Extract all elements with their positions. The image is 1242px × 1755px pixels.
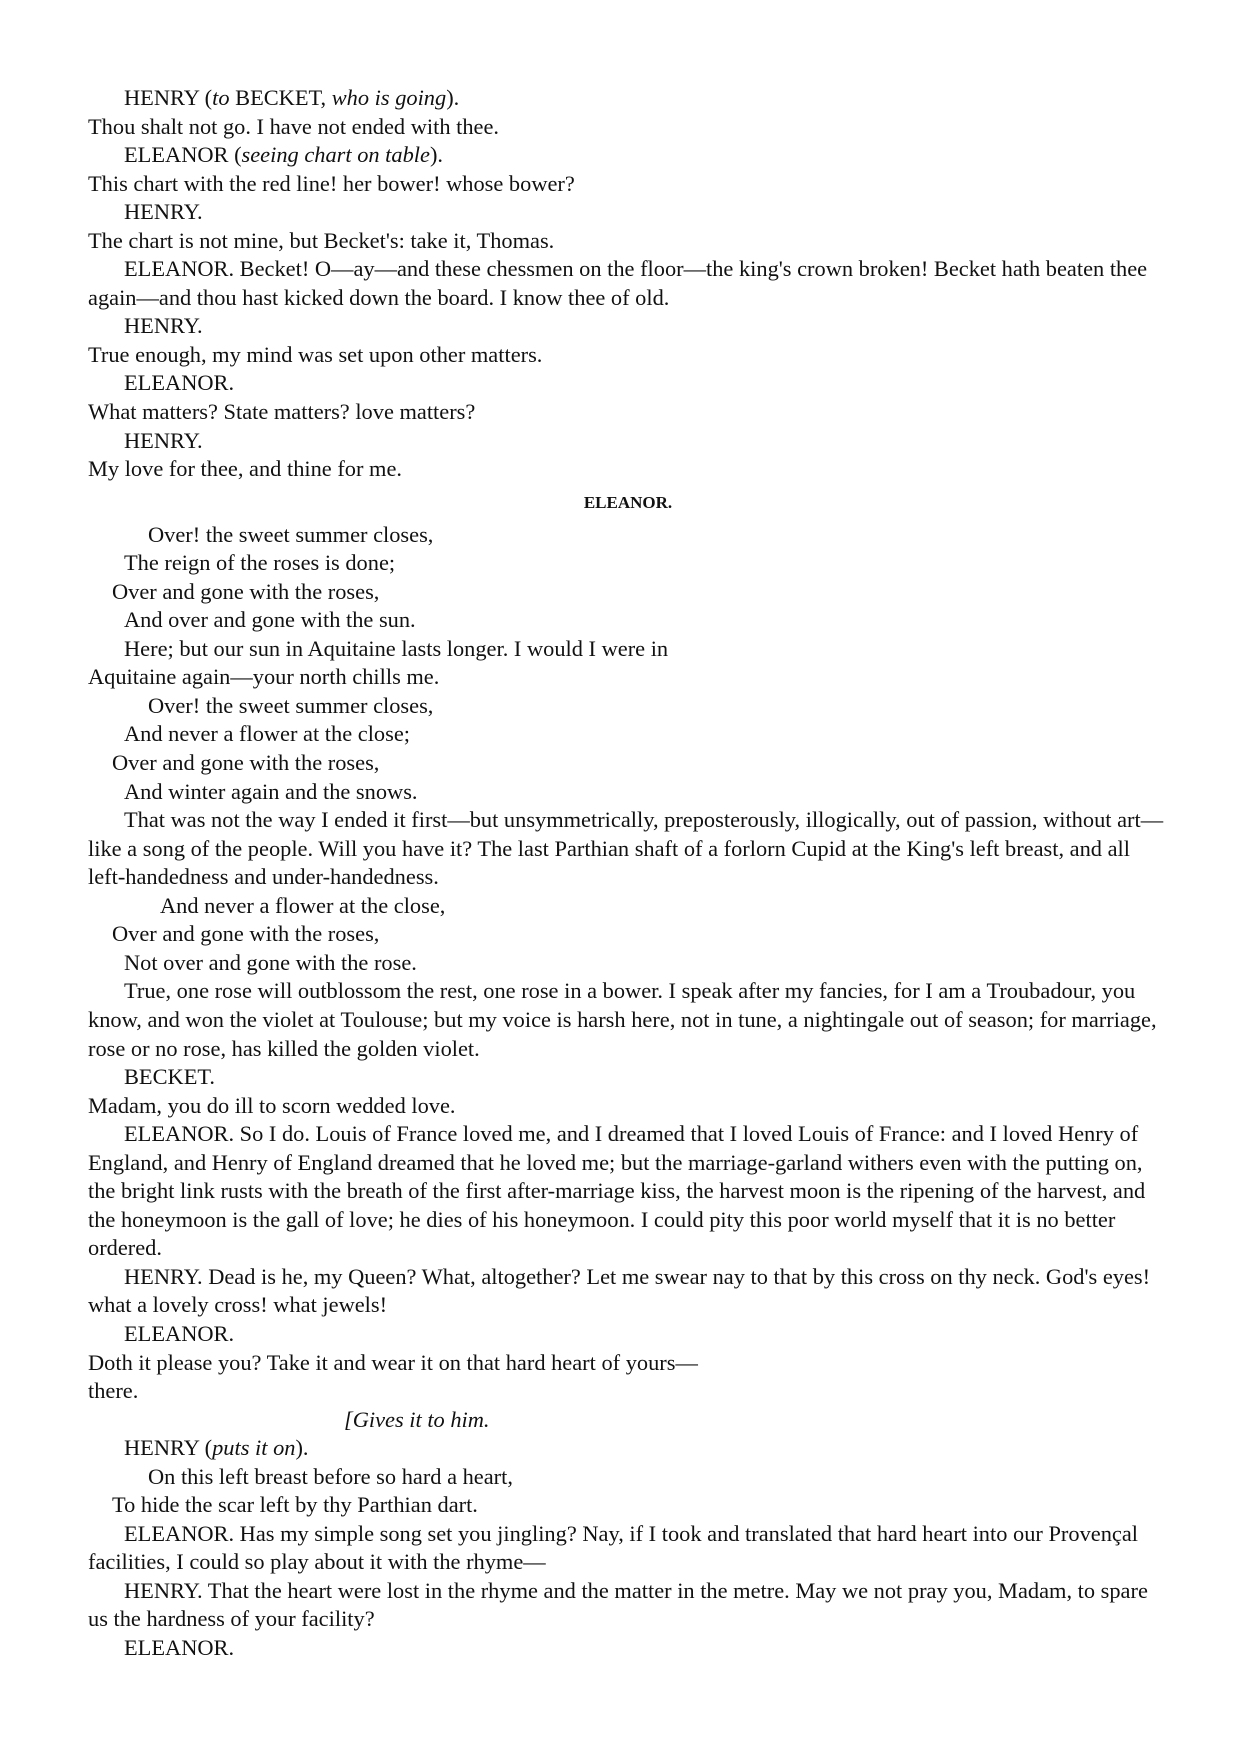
speaker-label: ELEANOR. xyxy=(124,1634,235,1660)
dialogue-paragraph: True, one rose will outblossom the rest, one rose in a bower. I speak after my fancies, for I am a Troubadour, you know, and won the violet at Toulouse; but my voice is harsh here, not in tune, a nightingale out of season; for marriage, rose or no rose, has killed the golden violet. xyxy=(88,978,1157,1061)
play-text-page xyxy=(88,84,1168,1663)
dialogue-paragraph: ELEANOR. Has my simple song set you jingling? Nay, if I took and translated that hard heart into our Provençal facilities, I could so play about it with the rhyme— xyxy=(88,1520,1138,1575)
dialogue-line: This chart with the red line! her bower! whose bower? xyxy=(88,170,575,196)
dialogue-line: Madam, you do ill to scorn wedded love. xyxy=(88,1092,456,1118)
stage-direction-henry: HENRY (to BECKET, who is going). xyxy=(124,85,460,110)
dialogue-line: Aquitaine again—your north chills me. xyxy=(88,664,440,690)
song-line: Over and gone with the roses, xyxy=(112,921,380,947)
song-line: And never a flower at the close; xyxy=(124,721,410,747)
couplet-line: On this left breast before so hard a heart, xyxy=(148,1463,513,1489)
dialogue-line: Here; but our sun in Aquitaine lasts longer. I would I were in xyxy=(124,635,669,661)
song-line: The reign of the roses is done; xyxy=(124,550,396,576)
dialogue-line: there. xyxy=(88,1378,139,1404)
dialogue-line: The chart is not mine, but Becket's: take it, Thomas. xyxy=(88,227,555,253)
speaker-label: HENRY. xyxy=(124,427,203,453)
speaker-label: ELEANOR. xyxy=(124,1320,235,1346)
couplet-line: To hide the scar left by thy Parthian dart. xyxy=(112,1492,478,1518)
speaker-label: BECKET. xyxy=(124,1064,216,1090)
section-heading: ELEANOR. xyxy=(583,492,673,512)
speaker-label: HENRY. xyxy=(124,313,203,339)
dialogue-paragraph: ELEANOR. So I do. Louis of France loved me, and I dreamed that I loved Louis of France: and I loved Henry of England, and Henry of England dreamed that he loved me; but the marriage-garland withers even with the putting on, the bright link rusts with the breath of the first after-marriage kiss, the harvest moon is the ripening of the harvest, and the honeymoon is the gall of love; he dies of his honeymoon. I could pity this poor world myself that it is no better ordered. xyxy=(88,1121,1146,1261)
song-line: And never a flower at the close, xyxy=(160,892,446,918)
song-line: Over and gone with the roses, xyxy=(112,750,380,776)
song-line: Not over and gone with the rose. xyxy=(124,949,417,975)
song-line: Over! the sweet summer closes, xyxy=(148,692,434,718)
speaker-label: ELEANOR. xyxy=(124,370,235,396)
dialogue-paragraph: ELEANOR. Becket! O—ay—and these chessmen on the floor—the king's crown broken! Becket hath beaten thee again—and thou hast kicked down the board. I know thee of old. xyxy=(88,256,1148,310)
speaker-label: HENRY. xyxy=(124,199,203,225)
stage-direction-henry-puts-on: HENRY (puts it on). xyxy=(124,1435,309,1461)
dialogue-paragraph: That was not the way I ended it first—but unsymmetrically, preposterously, illogically, out of passion, without art—like a song of the people. Will you have it? The last Parthian shaft of a forlorn Cupid at the King's left breast, and all left-handedness and under-handedness. xyxy=(88,807,1164,890)
dialogue-line: My love for thee, and thine for me. xyxy=(88,456,402,482)
song-line: Over and gone with the roses, xyxy=(112,578,380,604)
dialogue-line: True enough, my mind was set upon other matters. xyxy=(88,341,543,367)
dialogue-line: Doth it please you? Take it and wear it on that hard heart of yours— xyxy=(88,1349,698,1375)
stage-direction: [Gives it to him. xyxy=(344,1406,490,1432)
stage-direction-eleanor: ELEANOR (seeing chart on table). xyxy=(124,142,444,168)
dialogue-paragraph: HENRY. That the heart were lost in the rhyme and the matter in the metre. May we not pray you, Madam, to spare us the hardness of your facility? xyxy=(88,1577,1148,1632)
song-line: Over! the sweet summer closes, xyxy=(148,521,434,547)
song-line: And winter again and the snows. xyxy=(124,778,418,804)
dialogue-paragraph: HENRY. Dead is he, my Queen? What, altogether? Let me swear nay to that by this cross on thy neck. God's eyes! what a lovely cross! what jewels! xyxy=(88,1263,1151,1318)
dialogue-line: What matters? State matters? love matters? xyxy=(88,399,476,425)
dialogue-line: Thou shalt not go. I have not ended with thee. xyxy=(88,113,500,139)
song-line: And over and gone with the sun. xyxy=(124,607,416,633)
